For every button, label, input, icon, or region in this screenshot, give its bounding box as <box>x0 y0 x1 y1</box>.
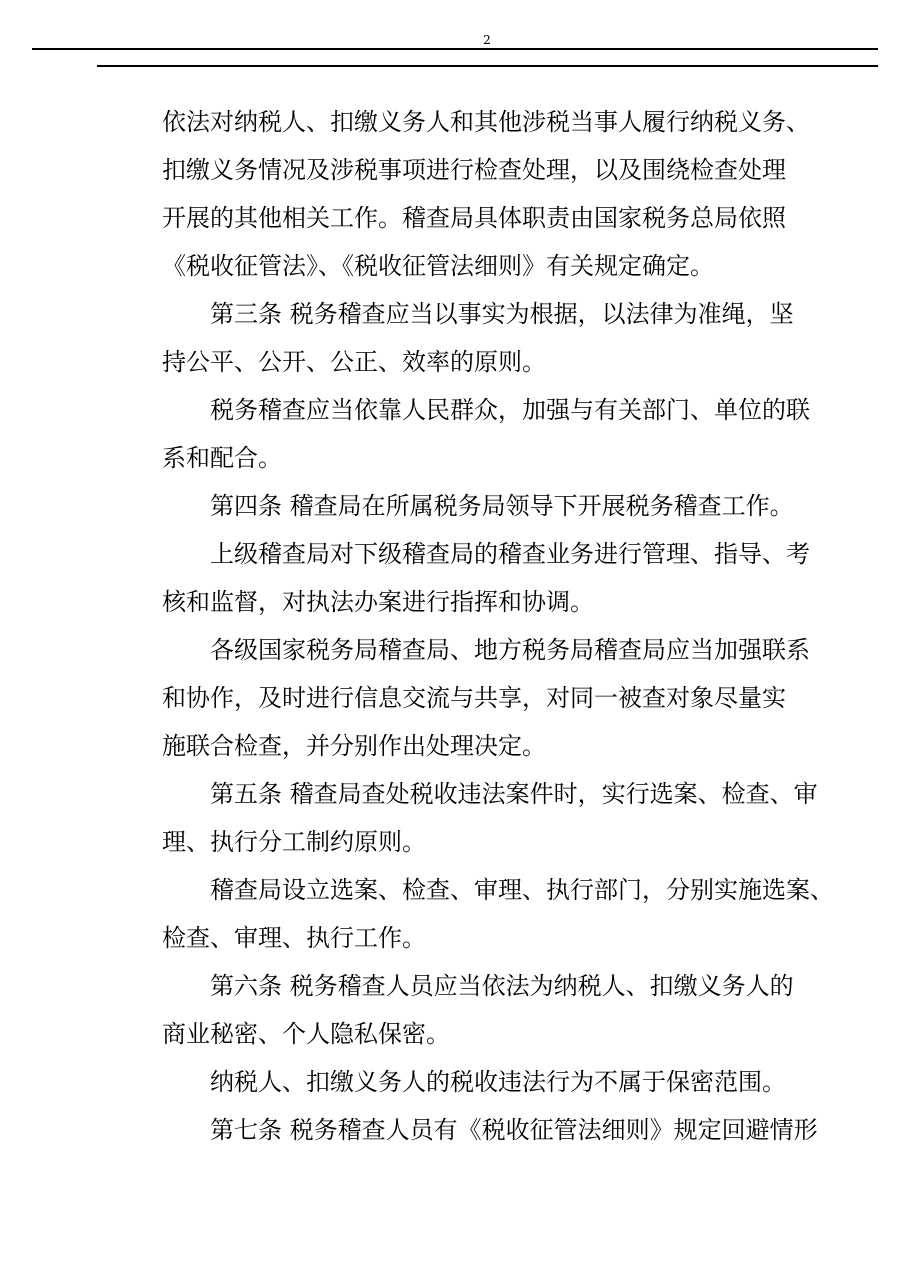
text-line: 持公平、公开、公正、效率的原则。 <box>162 348 546 376</box>
text-line: 和协作，及时进行信息交流与共享，对同一被查对象尽量实 <box>162 684 786 712</box>
paragraph-line: 各级国家税务局稽查局、地方税务局稽查局应当加强联系 <box>210 636 810 664</box>
text-line: 系和配合。 <box>162 444 282 472</box>
paragraph-line: 上级稽查局对下级稽查局的稽查业务进行管理、指导、考 <box>210 540 810 568</box>
text-line: 核和监督，对执法办案进行指挥和协调。 <box>162 588 594 616</box>
text-line: 商业秘密、个人隐私保密。 <box>162 1020 450 1048</box>
text-line: 依法对纳税人、扣缴义务人和其他涉税当事人履行纳税义务、 <box>162 108 810 136</box>
text-line: 施联合检查，并分别作出处理决定。 <box>162 732 546 760</box>
header-rule-top <box>32 48 878 50</box>
text-line: 《税收征管法》、《税收征管法细则》有关规定确定。 <box>162 252 714 280</box>
text-line: 开展的其他相关工作。稽查局具体职责由国家税务总局依照 <box>162 204 786 232</box>
paragraph-line: 纳税人、扣缴义务人的税收违法行为不属于保密范围。 <box>210 1068 786 1096</box>
article-6-line: 第六条 税务稽查人员应当依法为纳税人、扣缴义务人的 <box>210 972 794 1000</box>
document-body <box>162 98 834 1154</box>
article-5-line: 第五条 稽查局查处税收违法案件时，实行选案、检查、审 <box>210 780 818 808</box>
text-line: 理、执行分工制约原则。 <box>162 828 426 856</box>
article-4-line: 第四条 稽查局在所属税务局领导下开展税务稽查工作。 <box>210 492 794 520</box>
article-7-line: 第七条 税务稽查人员有《税收征管法细则》规定回避情形 <box>210 1116 818 1144</box>
header-rule-bottom <box>97 65 878 67</box>
paragraph-line: 税务稽查应当依靠人民群众，加强与有关部门、单位的联 <box>210 396 810 424</box>
text-line: 检查、审理、执行工作。 <box>162 924 426 952</box>
paragraph-line: 稽查局设立选案、检查、审理、执行部门，分别实施选案、 <box>210 876 834 904</box>
page-number: 2 <box>483 33 491 47</box>
text-line: 扣缴义务情况及涉税事项进行检查处理，以及围绕检查处理 <box>162 156 786 184</box>
article-3-line: 第三条 税务稽查应当以事实为根据，以法律为准绳，坚 <box>210 300 794 328</box>
